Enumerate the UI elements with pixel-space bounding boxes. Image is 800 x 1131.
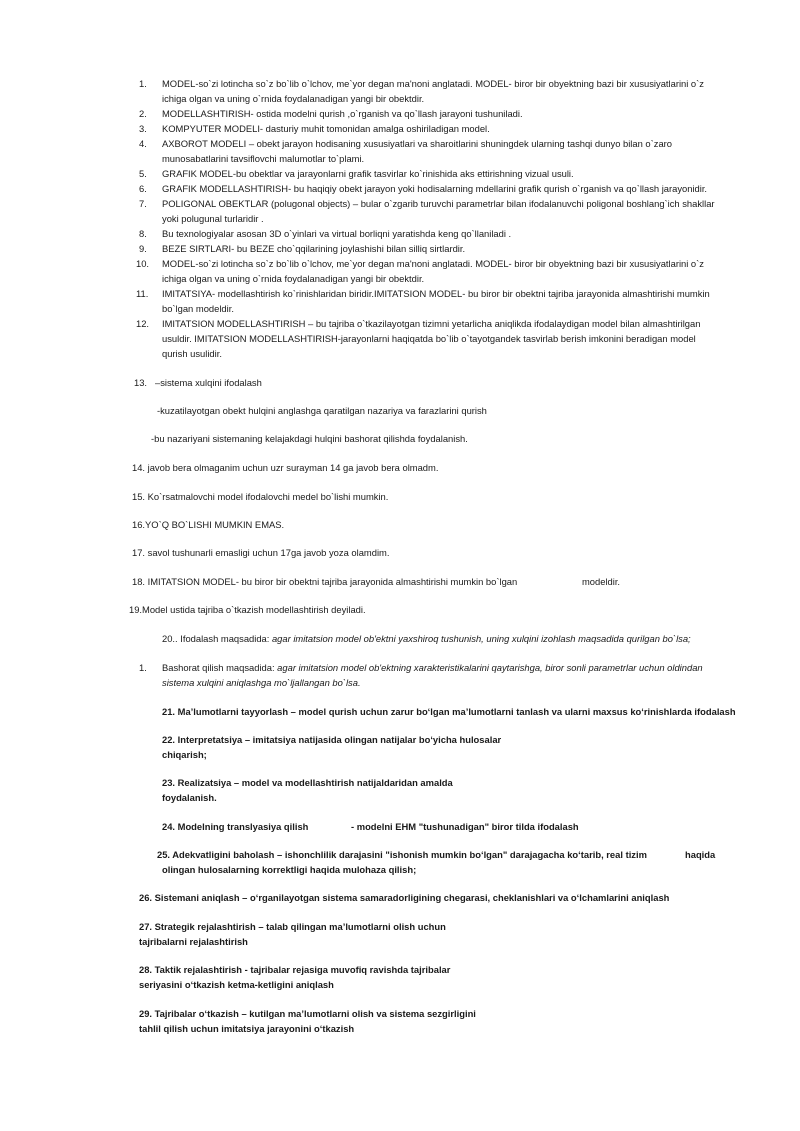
list-item-text: POLIGONAL OBEKTLAR (polugonal objects) – bular o`zgarib turuvchi parametrlar bilan ifodalanuvchi poligonal boshlang`ich shakllar [162, 198, 715, 209]
list-item-number: 8. [139, 228, 147, 239]
list-item-text: bo`lgan modeldir. [162, 303, 234, 314]
item-24-text: - modelni EHM "tushunadigan" biror tilda ifodalash [351, 821, 579, 832]
list-item-number: 6. [139, 183, 147, 194]
item-28-line2: seriyasini o‘tkazish ketma-ketligini aniqlash [139, 979, 334, 990]
list-item-text: qurish usulidir. [162, 348, 222, 359]
list-item-text: IMITATSION MODELLASHTIRISH – bu tajriba o`tkazilayotgan tizimni yetarlicha aniqlikda ifodalaydigan model bilan almashtirilgan [162, 318, 701, 329]
item-14: 14. javob bera olmaganim uchun uzr surayman 14 ga javob bera olmadm. [132, 462, 439, 473]
item-20-lead: 20.. Ifodalash maqsadida: [162, 633, 272, 644]
item-23-line1: 23. Realizatsiya – model va modellashtirish natijaldaridan amalda [162, 777, 453, 788]
list-item-text: usuldir. IMITATSION MODELLASHTIRISH-jarayonlarni haqiqatda bo`lib o`tayotgandek tasvirlab berish imkonini beradigan model [162, 333, 696, 344]
list-item-text: MODEL-so`zi lotincha so`z bo`lib o`lchov, me`yor degan ma'noni anglatadi. MODEL- biror bir obyektning bazi bir xususiyatlarini o`z [162, 78, 704, 89]
item-16: 16.YO`Q BO`LISHI MUMKIN EMAS. [132, 519, 285, 530]
item-23-line2: foydalanish. [162, 792, 217, 803]
list-item-text: MODEL-so`zi lotincha so`z bo`lib o`lchov, me`yor degan ma'noni anglatadi. MODEL- biror bir obyektning bazi bir xususiyatlarini o`z [162, 258, 704, 269]
item-b1-italic-2: sistema xulqini aniqlashga mo`ljallangan bo`lsa. [162, 677, 361, 688]
item-25-haqida: haqida [685, 849, 716, 860]
item-13-sub-b: -bu nazariyani sistemaning kelajakdagi hulqini bashorat qilishda foydalanish. [151, 433, 468, 444]
item-25-line2: olingan hulosalarning korrektligi haqida mulohaza qilish; [162, 864, 417, 875]
item-29-line1: 29. Tajribalar o‘tkazish – kutilgan ma’lumotlarni olish va sistema sezgirligini [139, 1008, 476, 1019]
list-item-number: 1. [139, 78, 147, 89]
list-item-number: 7. [139, 198, 147, 209]
item-29-line2: tahlil qilish uchun imitatsiya jarayonini o‘tkazish [139, 1023, 355, 1034]
item-17: 17. savol tushunarli emasligi uchun 17ga javob yoza olamdim. [132, 547, 390, 558]
item-22-line2: chiqarish; [162, 749, 207, 760]
list-item-text: GRAFIK MODEL-bu obektlar va jarayonlarni grafik tasvirlar ko`rinishida aks ettirishning vizual usuli. [162, 168, 574, 179]
item-19: 19.Model ustida tajriba o`tkazish modellashtirish deyiladi. [129, 604, 366, 615]
item-24-label: 24. Modelning translyasiya qilish [162, 821, 309, 832]
item-26: 26. Sistemani aniqlash – o‘rganilayotgan sistema samaradorligining chegarasi, cheklanishlari va o‘lchamlarini aniqlash [139, 892, 670, 903]
item-20 [162, 631, 691, 646]
list-item-number: 10. [136, 258, 150, 269]
item-13-sub-a: -kuzatilayotgan obekt hulqini anglashga qaratilgan nazariya va farazlarini qurish [157, 405, 487, 416]
item-25-line1: 25. Adekvatligini baholash – ishonchlilik darajasini "ishonish mumkin bo‘lgan" darajagacha ko‘tarib, real tizim [157, 849, 647, 860]
list-item-number: 5. [139, 168, 147, 179]
list-item-number: 3. [139, 123, 147, 134]
list-item-number: 12. [136, 318, 150, 329]
item-20-italic: agar imitatsion model ob'ektni yaxshiroq tushunish, uning xulqini izohlash maqsadida qurilgan bo`lsa; [271, 633, 691, 644]
item-b1-italic-1: agar imitatsion model ob'ektning xarakteristikalarini qaytarishga, biror sonli parametrlar uchun oldindan [277, 662, 703, 673]
list-item-text: KOMPYUTER MODELI- dasturiy muhit tomonidan amalga oshiriladigan model. [162, 123, 490, 134]
list-item-number: 9. [139, 243, 147, 254]
list-item-text: MODELLASHTIRISH- ostida modelni qurish ,o`rganish va qo`llash jarayoni tushuniladi. [162, 108, 523, 119]
item-22-line1: 22. Interpretatsiya – imitatsiya natijasida olingan natijalar bo‘yicha hulosalar [162, 734, 502, 745]
list-item-text: AXBOROT MODELI – obekt jarayon hodisaning xususiyatlari va sharoitlarini shuningdek ularning tashqi dunyo bilan o`zaro [162, 138, 672, 149]
item-13-text: –sistema xulqini ifodalash [155, 377, 262, 388]
list-item-text: ichiga olgan va uning o`rnida foydalanadigan yangi bir obektdir. [162, 93, 425, 104]
item-18-end: modeldir. [582, 576, 621, 587]
list-item-text: ichiga olgan va uning o`rnida foydalanadigan yangi bir obektdir. [162, 273, 425, 284]
list-item-text: Bu texnologiyalar asosan 3D o`yinlari va virtual borliqni yaratishda keng qo`llaniladi . [162, 228, 512, 239]
list-item-number: 4. [139, 138, 147, 149]
item-28-line1: 28. Taktik rejalashtirish - tajribalar rejasiga muvofiq ravishda tajribalar [139, 964, 451, 975]
list-item-number: 2. [139, 108, 147, 119]
list-item-number: 11. [136, 288, 149, 299]
item-b1-line1 [162, 660, 703, 675]
item-b1-number: 1. [139, 662, 147, 673]
list-item-text: munosabatlarini tavsiflovchi malumotlar to`plami. [162, 153, 365, 164]
list-item-text: GRAFIK MODELLASHTIRISH- bu haqiqiy obekt jarayon yoki hodisalarning mdellarini grafik qurish o`rganish va qo`llash jarayonidir. [162, 183, 708, 194]
item-b1-lead: Bashorat qilish maqsadida: [162, 662, 278, 673]
item-21: 21. Ma’lumotlarni tayyorlash – model qurish uchun zarur bo‘lgan ma’lumotlarni tanlash va ularni maxsus ko‘rinishlarda ifodalash [162, 706, 736, 717]
list-item-text: IMITATSIYA- modellashtirish ko`rinishlaridan biridir.IMITATSION MODEL- bu biror bir obektni tajriba jarayonida almashtirishi mumkin [162, 288, 710, 299]
item-18-text: 18. IMITATSION MODEL- bu biror bir obektni tajriba jarayonida almashtirishi mumkin bo`lgan [132, 576, 518, 587]
list-item-text: yoki polugunal turlaridir . [162, 213, 264, 224]
item-27-line2: tajribalarni rejalashtirish [139, 936, 248, 947]
list-item-text: BEZE SIRTLARI- bu BEZE cho`qqilarining joylashishi bilan silliq sirtlardir. [162, 243, 466, 254]
item-15: 15. Ko`rsatmalovchi model ifodalovchi medel bo`lishi mumkin. [132, 491, 389, 502]
item-13-number: 13. [134, 377, 148, 388]
item-27-line1: 27. Strategik rejalashtirish – talab qilingan ma’lumotlarni olish uchun [139, 921, 446, 932]
